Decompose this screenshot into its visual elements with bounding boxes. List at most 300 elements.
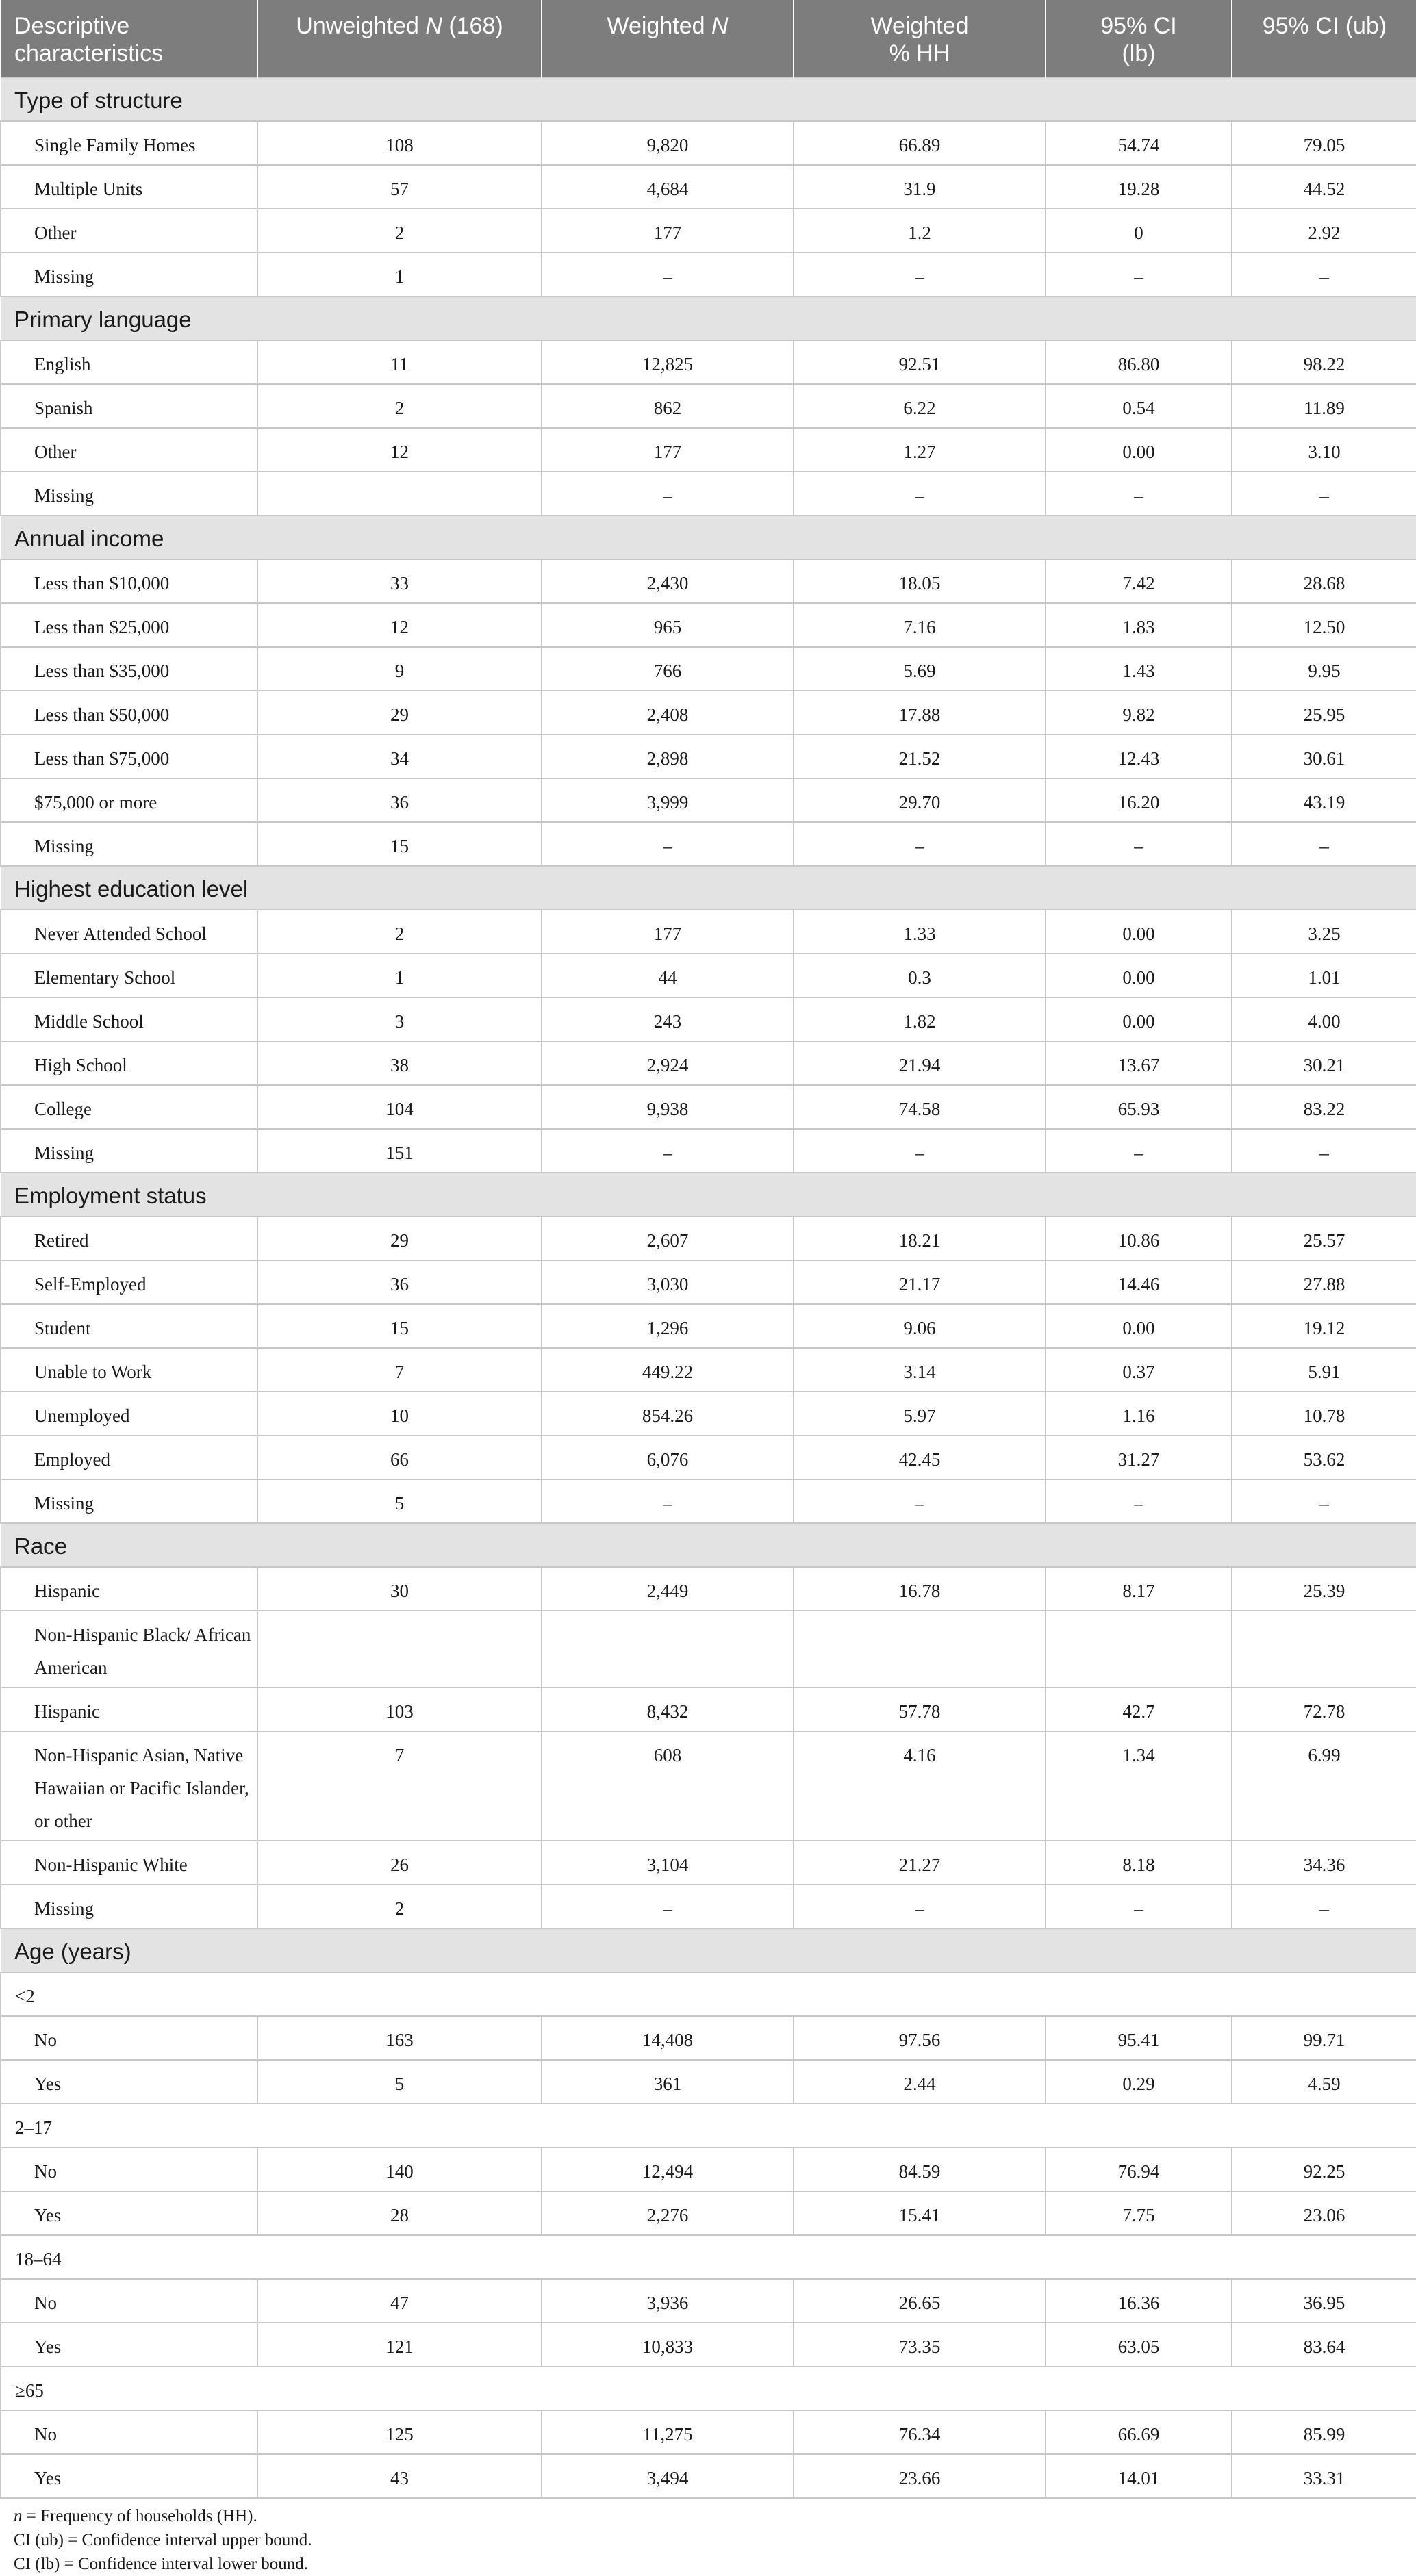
ci-lb-cell: 1.43	[1046, 647, 1232, 691]
unweighted-n-cell: 36	[257, 1260, 542, 1304]
ci-ub-cell: 3.10	[1232, 428, 1416, 472]
ci-lb-cell: 16.36	[1046, 2279, 1232, 2323]
ci-ub-cell: 11.89	[1232, 384, 1416, 428]
section-header-label: Highest education level	[1, 866, 1416, 910]
table-footnotes	[0, 2499, 1416, 2576]
weighted-n-cell: 3,030	[542, 1260, 794, 1304]
table-row	[1, 559, 1416, 603]
ci-ub-cell: 99.71	[1232, 2016, 1416, 2060]
section-header-label: Employment status	[1, 1173, 1416, 1216]
weighted-n-cell: 2,924	[542, 1041, 794, 1085]
table-row	[1, 2279, 1416, 2323]
unweighted-n-cell: 5	[257, 1479, 542, 1523]
unweighted-n-cell: 28	[257, 2191, 542, 2235]
weighted-n-cell: 6,076	[542, 1436, 794, 1479]
weighted-n-cell: 361	[542, 2060, 794, 2104]
unweighted-n-cell: 12	[257, 603, 542, 647]
table-row	[1, 428, 1416, 472]
weighted-n-cell: 3,494	[542, 2454, 794, 2498]
weighted-pct-cell: 5.97	[794, 1392, 1046, 1436]
row-label: Non-Hispanic Asian, Native Hawaiian or Pacific Islander, or other	[1, 1731, 257, 1841]
row-label: Never Attended School	[1, 910, 257, 954]
ci-ub-cell: –	[1232, 1885, 1416, 1928]
unweighted-n-cell: 34	[257, 735, 542, 778]
row-label: Non-Hispanic White	[1, 1841, 257, 1885]
row-label: Unable to Work	[1, 1348, 257, 1392]
table-row	[1, 1611, 1416, 1687]
ci-ub-cell: 3.25	[1232, 910, 1416, 954]
section-header-label: Primary language	[1, 296, 1416, 340]
unweighted-n-cell: 7	[257, 1348, 542, 1392]
weighted-n-cell: 854.26	[542, 1392, 794, 1436]
row-label: Less than $35,000	[1, 647, 257, 691]
ci-lb-cell: 31.27	[1046, 1436, 1232, 1479]
weighted-pct-cell: 26.65	[794, 2279, 1046, 2323]
ci-lb-cell: 16.20	[1046, 778, 1232, 822]
footnote-ci-ub: CI (ub) = Confidence interval upper bound.	[14, 2531, 312, 2549]
weighted-n-cell: 3,999	[542, 778, 794, 822]
unweighted-n-cell: 2	[257, 1885, 542, 1928]
ci-ub-cell: 30.21	[1232, 1041, 1416, 1085]
section-header	[1, 515, 1416, 559]
weighted-pct-cell: 31.9	[794, 165, 1046, 209]
weighted-pct-cell: 18.21	[794, 1216, 1046, 1260]
unweighted-n-cell: 11	[257, 340, 542, 384]
ci-lb-cell: 8.18	[1046, 1841, 1232, 1885]
weighted-n-cell: 766	[542, 647, 794, 691]
weighted-n-cell: 2,607	[542, 1216, 794, 1260]
table-row	[1, 603, 1416, 647]
row-label: Yes	[1, 2191, 257, 2235]
ci-ub-cell: 5.91	[1232, 1348, 1416, 1392]
row-label: Less than $10,000	[1, 559, 257, 603]
ci-lb-cell: 0.37	[1046, 1348, 1232, 1392]
table-row	[1, 1687, 1416, 1731]
ci-ub-cell: 1.01	[1232, 954, 1416, 997]
col-header-ci-lb: 95% CI (lb)	[1046, 0, 1232, 77]
row-label: Less than $75,000	[1, 735, 257, 778]
row-label: High School	[1, 1041, 257, 1085]
ci-ub-cell: 25.57	[1232, 1216, 1416, 1260]
unweighted-n-cell: 7	[257, 1731, 542, 1841]
ci-lb-cell: 0.00	[1046, 997, 1232, 1041]
weighted-pct-cell: 84.59	[794, 2147, 1046, 2191]
age-subgroup-header	[1, 2104, 1416, 2147]
table-row	[1, 735, 1416, 778]
ci-lb-cell	[1046, 1611, 1232, 1687]
ci-ub-cell: –	[1232, 1129, 1416, 1173]
row-label: Less than $50,000	[1, 691, 257, 735]
section-header-label: Age (years)	[1, 1928, 1416, 1972]
row-label: Hispanic	[1, 1687, 257, 1731]
ci-lb-cell: –	[1046, 822, 1232, 866]
ci-lb-cell: 12.43	[1046, 735, 1232, 778]
weighted-pct-cell: 21.94	[794, 1041, 1046, 1085]
ci-ub-cell: 79.05	[1232, 121, 1416, 165]
table-row	[1, 2191, 1416, 2235]
table-row	[1, 1841, 1416, 1885]
weighted-pct-cell: 4.16	[794, 1731, 1046, 1841]
ci-ub-cell: 43.19	[1232, 778, 1416, 822]
weighted-n-cell: 14,408	[542, 2016, 794, 2060]
weighted-n-cell: 4,684	[542, 165, 794, 209]
weighted-pct-cell: 7.16	[794, 603, 1046, 647]
table-row	[1, 691, 1416, 735]
table-row	[1, 910, 1416, 954]
row-label: Missing	[1, 1885, 257, 1928]
row-label: Non-Hispanic Black/ African American	[1, 1611, 257, 1687]
col-header-unweighted-n: Unweighted N (168)	[257, 0, 542, 77]
row-label: Missing	[1, 1129, 257, 1173]
weighted-n-cell: 9,938	[542, 1085, 794, 1129]
age-subgroup-header-label: <2	[1, 1972, 1416, 2016]
weighted-n-cell: 11,275	[542, 2410, 794, 2454]
weighted-pct-cell: 42.45	[794, 1436, 1046, 1479]
table-row	[1, 472, 1416, 515]
weighted-n-cell: –	[542, 1885, 794, 1928]
weighted-pct-cell: 9.06	[794, 1304, 1046, 1348]
weighted-n-cell: 243	[542, 997, 794, 1041]
age-subgroup-header	[1, 1972, 1416, 2016]
table-row	[1, 822, 1416, 866]
ci-ub-cell: 12.50	[1232, 603, 1416, 647]
ci-ub-cell: 25.39	[1232, 1567, 1416, 1611]
ci-lb-cell: 1.83	[1046, 603, 1232, 647]
table-row	[1, 778, 1416, 822]
row-label: Missing	[1, 822, 257, 866]
row-label: Missing	[1, 1479, 257, 1523]
ci-ub-cell: 27.88	[1232, 1260, 1416, 1304]
table-row	[1, 2147, 1416, 2191]
unweighted-n-cell: 38	[257, 1041, 542, 1085]
ci-ub-cell: 19.12	[1232, 1304, 1416, 1348]
section-header	[1, 77, 1416, 121]
ci-lb-cell: –	[1046, 1885, 1232, 1928]
table-row	[1, 1129, 1416, 1173]
section-header	[1, 1928, 1416, 1972]
weighted-n-cell: 2,408	[542, 691, 794, 735]
unweighted-n-cell: 29	[257, 1216, 542, 1260]
unweighted-n-cell: 2	[257, 910, 542, 954]
weighted-n-cell: –	[542, 1129, 794, 1173]
age-subgroup-header	[1, 2235, 1416, 2279]
weighted-pct-cell: 73.35	[794, 2323, 1046, 2367]
ci-lb-cell: 0.00	[1046, 910, 1232, 954]
table-header-row	[1, 0, 1416, 77]
weighted-pct-cell: 15.41	[794, 2191, 1046, 2235]
table-row	[1, 1731, 1416, 1841]
ci-lb-cell: –	[1046, 1129, 1232, 1173]
ci-lb-cell: 14.01	[1046, 2454, 1232, 2498]
row-label: Unemployed	[1, 1392, 257, 1436]
weighted-pct-cell: 57.78	[794, 1687, 1046, 1731]
row-label: Spanish	[1, 384, 257, 428]
weighted-pct-cell: 21.17	[794, 1260, 1046, 1304]
ci-ub-cell	[1232, 1611, 1416, 1687]
weighted-n-cell: 3,104	[542, 1841, 794, 1885]
weighted-n-cell: 608	[542, 1731, 794, 1841]
table-row	[1, 997, 1416, 1041]
table-row	[1, 647, 1416, 691]
table-row	[1, 2323, 1416, 2367]
ci-ub-cell: 36.95	[1232, 2279, 1416, 2323]
table-row	[1, 2060, 1416, 2104]
table-row	[1, 2454, 1416, 2498]
row-label: Missing	[1, 472, 257, 515]
col-header-weighted-n: Weighted N	[542, 0, 794, 77]
footnote-n: n = Frequency of households (HH).	[14, 2507, 257, 2525]
age-subgroup-header	[1, 2367, 1416, 2410]
ci-ub-cell: 10.78	[1232, 1392, 1416, 1436]
ci-lb-cell: 86.80	[1046, 340, 1232, 384]
weighted-pct-cell: 76.34	[794, 2410, 1046, 2454]
weighted-pct-cell: –	[794, 1479, 1046, 1523]
ci-lb-cell: 0.00	[1046, 1304, 1232, 1348]
unweighted-n-cell: 151	[257, 1129, 542, 1173]
ci-lb-cell: 95.41	[1046, 2016, 1232, 2060]
weighted-n-cell: 862	[542, 384, 794, 428]
row-label: $75,000 or more	[1, 778, 257, 822]
weighted-n-cell: 44	[542, 954, 794, 997]
ci-lb-cell: 0.00	[1046, 954, 1232, 997]
ci-ub-cell: –	[1232, 253, 1416, 296]
weighted-n-cell: 2,449	[542, 1567, 794, 1611]
weighted-n-cell: –	[542, 1479, 794, 1523]
weighted-pct-cell: –	[794, 1885, 1046, 1928]
unweighted-n-cell: 1	[257, 954, 542, 997]
unweighted-n-cell: 10	[257, 1392, 542, 1436]
ci-ub-cell: 9.95	[1232, 647, 1416, 691]
table-row	[1, 121, 1416, 165]
weighted-pct-cell: 6.22	[794, 384, 1046, 428]
ci-ub-cell: 25.95	[1232, 691, 1416, 735]
ci-ub-cell: –	[1232, 822, 1416, 866]
weighted-pct-cell: 21.27	[794, 1841, 1046, 1885]
weighted-n-cell: 2,276	[542, 2191, 794, 2235]
section-header	[1, 296, 1416, 340]
ci-lb-cell: 8.17	[1046, 1567, 1232, 1611]
col-header-weighted-pct: Weighted % HH	[794, 0, 1046, 77]
ci-ub-cell: 53.62	[1232, 1436, 1416, 1479]
ci-lb-cell: 0.29	[1046, 2060, 1232, 2104]
ci-ub-cell: 72.78	[1232, 1687, 1416, 1731]
weighted-pct-cell: 1.82	[794, 997, 1046, 1041]
ci-ub-cell: 83.22	[1232, 1085, 1416, 1129]
table-row	[1, 954, 1416, 997]
weighted-pct-cell: 1.33	[794, 910, 1046, 954]
table-row	[1, 1392, 1416, 1436]
age-subgroup-header-label: ≥65	[1, 2367, 1416, 2410]
row-label: Student	[1, 1304, 257, 1348]
table-row	[1, 1260, 1416, 1304]
unweighted-n-cell: 29	[257, 691, 542, 735]
weighted-pct-cell: 5.69	[794, 647, 1046, 691]
unweighted-n-cell: 12	[257, 428, 542, 472]
section-header	[1, 1523, 1416, 1567]
ci-lb-cell: 14.46	[1046, 1260, 1232, 1304]
unweighted-n-cell: 15	[257, 822, 542, 866]
row-label: Single Family Homes	[1, 121, 257, 165]
table-row	[1, 165, 1416, 209]
weighted-pct-cell: 2.44	[794, 2060, 1046, 2104]
weighted-n-cell: –	[542, 472, 794, 515]
row-label: Yes	[1, 2454, 257, 2498]
ci-ub-cell: 6.99	[1232, 1731, 1416, 1841]
weighted-n-cell: 965	[542, 603, 794, 647]
row-label: No	[1, 2410, 257, 2454]
unweighted-n-cell: 121	[257, 2323, 542, 2367]
ci-ub-cell: 30.61	[1232, 735, 1416, 778]
row-label: Other	[1, 428, 257, 472]
ci-lb-cell: 7.75	[1046, 2191, 1232, 2235]
unweighted-n-cell: 9	[257, 647, 542, 691]
weighted-n-cell: 10,833	[542, 2323, 794, 2367]
weighted-n-cell: 449.22	[542, 1348, 794, 1392]
ci-lb-cell: 1.16	[1046, 1392, 1232, 1436]
ci-lb-cell: 7.42	[1046, 559, 1232, 603]
row-label: Retired	[1, 1216, 257, 1260]
weighted-pct-cell: 1.27	[794, 428, 1046, 472]
unweighted-n-cell: 47	[257, 2279, 542, 2323]
ci-lb-cell: 9.82	[1046, 691, 1232, 735]
unweighted-n-cell	[257, 1611, 542, 1687]
weighted-n-cell: 9,820	[542, 121, 794, 165]
table-row	[1, 2410, 1416, 2454]
weighted-pct-cell: –	[794, 1129, 1046, 1173]
table-row	[1, 1348, 1416, 1392]
row-label: English	[1, 340, 257, 384]
section-header-label: Type of structure	[1, 77, 1416, 121]
weighted-n-cell: 177	[542, 910, 794, 954]
row-label: Middle School	[1, 997, 257, 1041]
ci-lb-cell: 10.86	[1046, 1216, 1232, 1260]
table-row	[1, 209, 1416, 253]
ci-lb-cell: 13.67	[1046, 1041, 1232, 1085]
ci-ub-cell: 92.25	[1232, 2147, 1416, 2191]
weighted-pct-cell: 92.51	[794, 340, 1046, 384]
unweighted-n-cell: 15	[257, 1304, 542, 1348]
weighted-n-cell: 2,898	[542, 735, 794, 778]
table-row	[1, 1885, 1416, 1928]
weighted-pct-cell: 29.70	[794, 778, 1046, 822]
ci-lb-cell: 19.28	[1046, 165, 1232, 209]
unweighted-n-cell: 2	[257, 384, 542, 428]
table-row	[1, 253, 1416, 296]
ci-ub-cell: 33.31	[1232, 2454, 1416, 2498]
ci-lb-cell: 65.93	[1046, 1085, 1232, 1129]
unweighted-n-cell: 43	[257, 2454, 542, 2498]
section-header	[1, 866, 1416, 910]
unweighted-n-cell: 104	[257, 1085, 542, 1129]
weighted-n-cell: –	[542, 253, 794, 296]
ci-ub-cell: 44.52	[1232, 165, 1416, 209]
row-label: Yes	[1, 2323, 257, 2367]
table-body	[1, 77, 1416, 2498]
ci-lb-cell: 76.94	[1046, 2147, 1232, 2191]
row-label: Missing	[1, 253, 257, 296]
weighted-pct-cell: 16.78	[794, 1567, 1046, 1611]
ci-lb-cell: –	[1046, 253, 1232, 296]
weighted-pct-cell: 3.14	[794, 1348, 1046, 1392]
unweighted-n-cell: 1	[257, 253, 542, 296]
unweighted-n-cell: 108	[257, 121, 542, 165]
footnote-ci-lb: CI (lb) = Confidence interval lower bound.	[14, 2555, 308, 2573]
weighted-n-cell: 2,430	[542, 559, 794, 603]
age-subgroup-header-label: 18–64	[1, 2235, 1416, 2279]
weighted-pct-cell: 1.2	[794, 209, 1046, 253]
unweighted-n-cell: 5	[257, 2060, 542, 2104]
section-header-label: Race	[1, 1523, 1416, 1567]
table-row	[1, 1479, 1416, 1523]
row-label: Multiple Units	[1, 165, 257, 209]
weighted-pct-cell: –	[794, 822, 1046, 866]
row-label: College	[1, 1085, 257, 1129]
weighted-n-cell: 8,432	[542, 1687, 794, 1731]
ci-ub-cell: 4.59	[1232, 2060, 1416, 2104]
weighted-n-cell	[542, 1611, 794, 1687]
ci-lb-cell: 63.05	[1046, 2323, 1232, 2367]
ci-lb-cell: 0.54	[1046, 384, 1232, 428]
row-label: Employed	[1, 1436, 257, 1479]
row-label: No	[1, 2016, 257, 2060]
ci-ub-cell: 28.68	[1232, 559, 1416, 603]
weighted-pct-cell: 17.88	[794, 691, 1046, 735]
section-header	[1, 1173, 1416, 1216]
ci-ub-cell: 2.92	[1232, 209, 1416, 253]
unweighted-n-cell: 140	[257, 2147, 542, 2191]
weighted-pct-cell: 18.05	[794, 559, 1046, 603]
unweighted-n-cell: 66	[257, 1436, 542, 1479]
unweighted-n-cell	[257, 472, 542, 515]
ci-lb-cell: 66.69	[1046, 2410, 1232, 2454]
table-row	[1, 1304, 1416, 1348]
weighted-pct-cell: 21.52	[794, 735, 1046, 778]
unweighted-n-cell: 163	[257, 2016, 542, 2060]
weighted-n-cell: 3,936	[542, 2279, 794, 2323]
unweighted-n-cell: 57	[257, 165, 542, 209]
ci-ub-cell: 85.99	[1232, 2410, 1416, 2454]
unweighted-n-cell: 26	[257, 1841, 542, 1885]
row-label: Other	[1, 209, 257, 253]
row-label: No	[1, 2147, 257, 2191]
table-row	[1, 1567, 1416, 1611]
ci-lb-cell: 42.7	[1046, 1687, 1232, 1731]
row-label: Yes	[1, 2060, 257, 2104]
unweighted-n-cell: 36	[257, 778, 542, 822]
weighted-n-cell: 177	[542, 428, 794, 472]
ci-lb-cell: –	[1046, 472, 1232, 515]
weighted-n-cell: 12,494	[542, 2147, 794, 2191]
unweighted-n-cell: 33	[257, 559, 542, 603]
ci-ub-cell: –	[1232, 1479, 1416, 1523]
unweighted-n-cell: 3	[257, 997, 542, 1041]
weighted-pct-cell: 74.58	[794, 1085, 1046, 1129]
table-row	[1, 384, 1416, 428]
ci-ub-cell: –	[1232, 472, 1416, 515]
weighted-n-cell: –	[542, 822, 794, 866]
ci-lb-cell: 0.00	[1046, 428, 1232, 472]
weighted-pct-cell: 97.56	[794, 2016, 1046, 2060]
row-label: Elementary School	[1, 954, 257, 997]
col-header-characteristics: Descriptive characteristics	[1, 0, 257, 77]
unweighted-n-cell: 125	[257, 2410, 542, 2454]
ci-lb-cell: 1.34	[1046, 1731, 1232, 1841]
unweighted-n-cell: 30	[257, 1567, 542, 1611]
ci-ub-cell: 4.00	[1232, 997, 1416, 1041]
row-label: Self-Employed	[1, 1260, 257, 1304]
table-row	[1, 1216, 1416, 1260]
table-row	[1, 1085, 1416, 1129]
